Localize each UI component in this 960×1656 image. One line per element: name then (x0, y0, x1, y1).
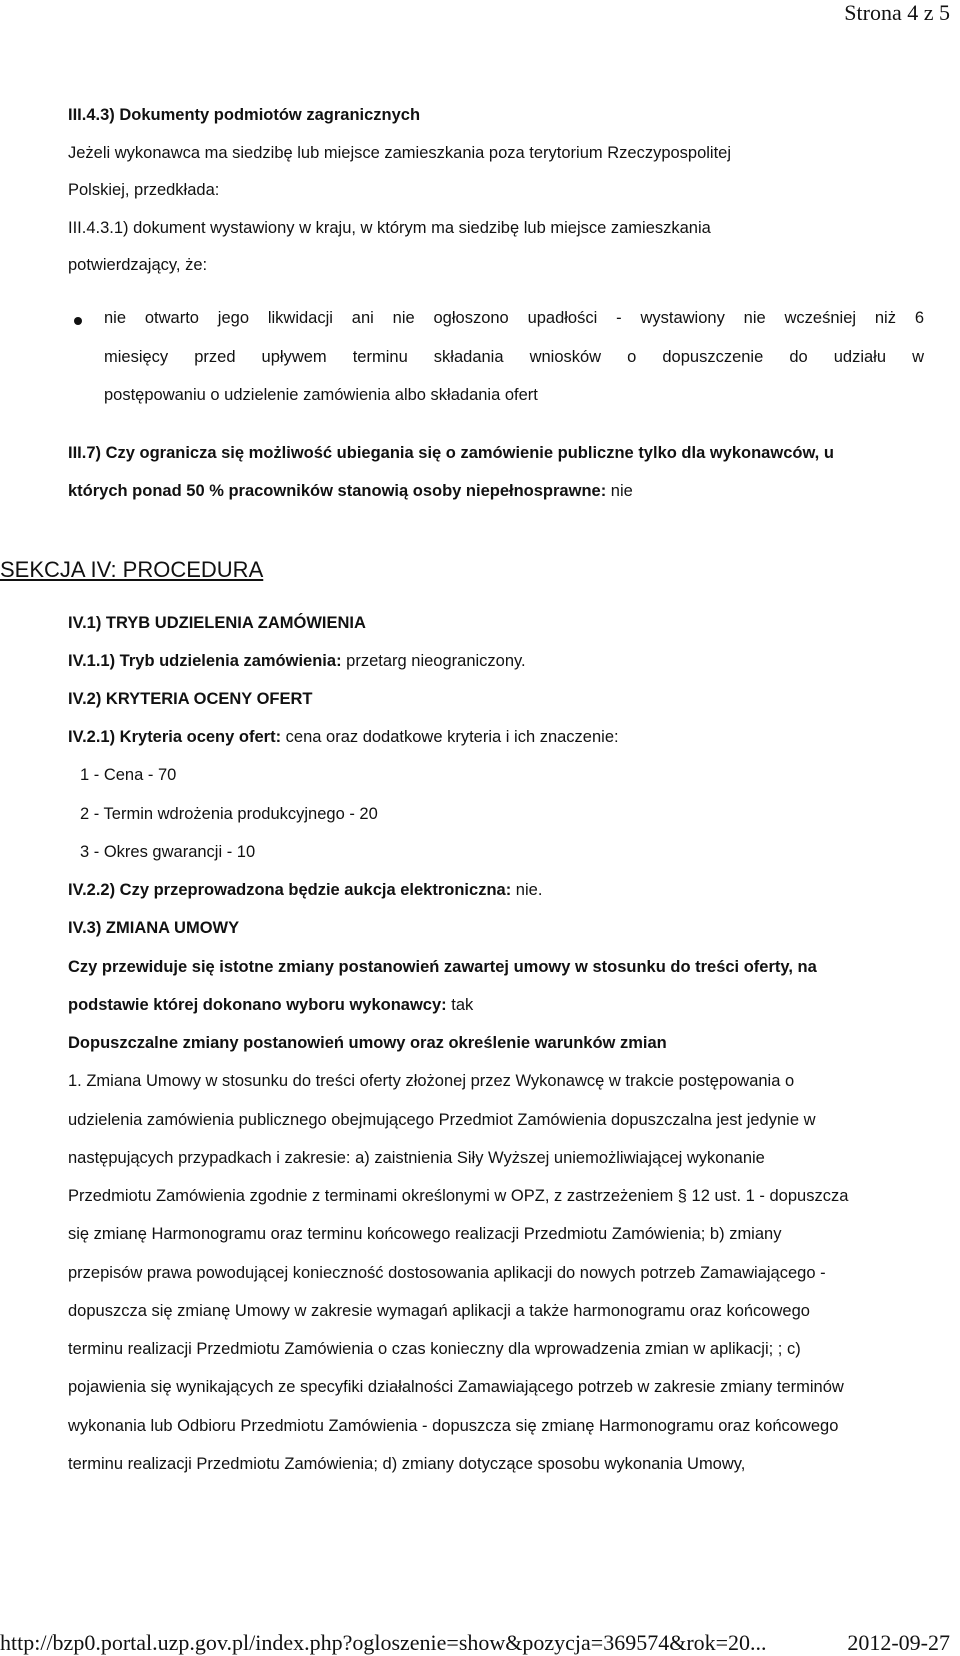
heading-iv-1: IV.1) TRYB UDZIELENIA ZAMÓWIENIA (68, 614, 366, 632)
section-heading-iii-4-3: III.4.3) Dokumenty podmiotów zagranicznych (68, 106, 421, 124)
footer-date: 2012-09-27 (847, 1630, 950, 1655)
field-label: IV.1.1) Tryb udzielenia zamówienia: (68, 652, 342, 670)
footer-url[interactable]: http://bzp0.portal.uzp.gov.pl/index.php?ogloszenie=show&pozycja=369574&rok=20... (0, 1630, 767, 1655)
field-iv-2-2 (68, 881, 542, 900)
answer-value: tak (451, 996, 474, 1014)
body-line: terminu realizacji Przedmiotu Zamówienia o czas konieczny dla wprowadzenia zmian w aplikacji; ; c) (68, 1340, 801, 1358)
bullet-text-line: postępowaniu o udzielenie zamówienia albo składania ofert (104, 386, 538, 404)
field-iv-2-1 (68, 728, 619, 747)
body-line: udzielenia zamówienia publicznego obejmującego Przedmiot Zamówienia dopuszczalna jest jedynie w (68, 1111, 816, 1129)
text-line: potwierdzający, że: (68, 256, 208, 274)
bullet-text-line: miesięcy przed upływem terminu składania wniosków o dopuszczenie do udziału w (104, 348, 924, 366)
question-line (68, 996, 473, 1015)
criterion-item: 1 - Cena - 70 (80, 766, 177, 784)
criterion-item: 2 - Termin wdrożenia produkcyjnego - 20 (80, 805, 378, 823)
field-label: IV.2.2) Czy przeprowadzona będzie aukcja elektroniczna: (68, 881, 512, 899)
question-text: podstawie której dokonano wyboru wykonawcy: (68, 996, 447, 1014)
body-line: następujących przypadkach i zakresie: a) zaistnienia Siły Wyższej uniemożliwiającej wykonanie (68, 1149, 765, 1167)
criterion-item: 3 - Okres gwarancji - 10 (80, 843, 256, 861)
body-line: Przedmiotu Zamówienia zgodnie z terminami określonymi w OPZ, z zastrzeżeniem § 12 ust. 1 - dopuszcza (68, 1187, 849, 1205)
heading-iv-2: IV.2) KRYTERIA OCENY OFERT (68, 690, 313, 708)
body-line: przepisów prawa powodującej konieczność dostosowania aplikacji do nowych potrzeb Zamawiającego - (68, 1264, 826, 1282)
text-line: III.4.3.1) dokument wystawiony w kraju, w którym ma siedzibę lub miejsce zamieszkania (68, 219, 711, 237)
bullet-text-line: nie otwarto jego likwidacji ani nie ogłoszono upadłości - wystawiony nie wcześniej niż 6 (104, 309, 924, 327)
field-iv-1-1 (68, 652, 526, 671)
question-line: III.7) Czy ogranicza się możliwość ubiegania się o zamówienie publiczne tylko dla wykonawców, u (68, 444, 834, 462)
body-line: terminu realizacji Przedmiotu Zamówienia; d) zmiany dotyczące sposobu wykonania Umowy, (68, 1455, 746, 1473)
question-line: Czy przewiduje się istotne zmiany postanowień zawartej umowy w stosunku do treści oferty, na (68, 958, 817, 976)
question-text: których ponad 50 % pracowników stanowią osoby niepełnosprawne: (68, 482, 607, 500)
body-line: się zmianę Harmonogramu oraz terminu końcowego realizacji Przedmiotu Zamówienia; b) zmiany (68, 1225, 782, 1243)
field-value: nie. (515, 881, 543, 899)
body-line: pojawienia się wynikających ze specyfiki działalności Zamawiającego potrzeb w zakresie zmiany terminów (68, 1378, 844, 1396)
body-line: wykonania lub Odbioru Przedmiotu Zamówienia - dopuszcza się zmianę Harmonogramu oraz końcowego (68, 1417, 839, 1435)
answer-value: nie (610, 482, 633, 500)
body-line: 1. Zmiana Umowy w stosunku do treści oferty złożonej przez Wykonawcę w trakcie postępowania o (68, 1072, 795, 1090)
field-value: przetarg nieograniczony. (346, 652, 526, 670)
question-line (68, 482, 633, 501)
text-line: Jeżeli wykonawca ma siedzibę lub miejsce zamieszkania poza terytorium Rzeczypospolitej (68, 144, 732, 162)
bullet-icon (74, 317, 82, 325)
section-title: SEKCJA IV: PROCEDURA (0, 557, 264, 582)
body-line: dopuszcza się zmianę Umowy w zakresie wymagań aplikacji a także harmonogramu oraz końcowego (68, 1302, 810, 1320)
heading-iv-3: IV.3) ZMIANA UMOWY (68, 919, 240, 937)
changes-heading: Dopuszczalne zmiany postanowień umowy oraz określenie warunków zmian (68, 1034, 667, 1052)
text-line: Polskiej, przedkłada: (68, 181, 220, 199)
page-number: Strona 4 z 5 (844, 0, 950, 25)
field-label: IV.2.1) Kryteria oceny ofert: (68, 728, 282, 746)
field-value: cena oraz dodatkowe kryteria i ich znaczenie: (285, 728, 619, 746)
